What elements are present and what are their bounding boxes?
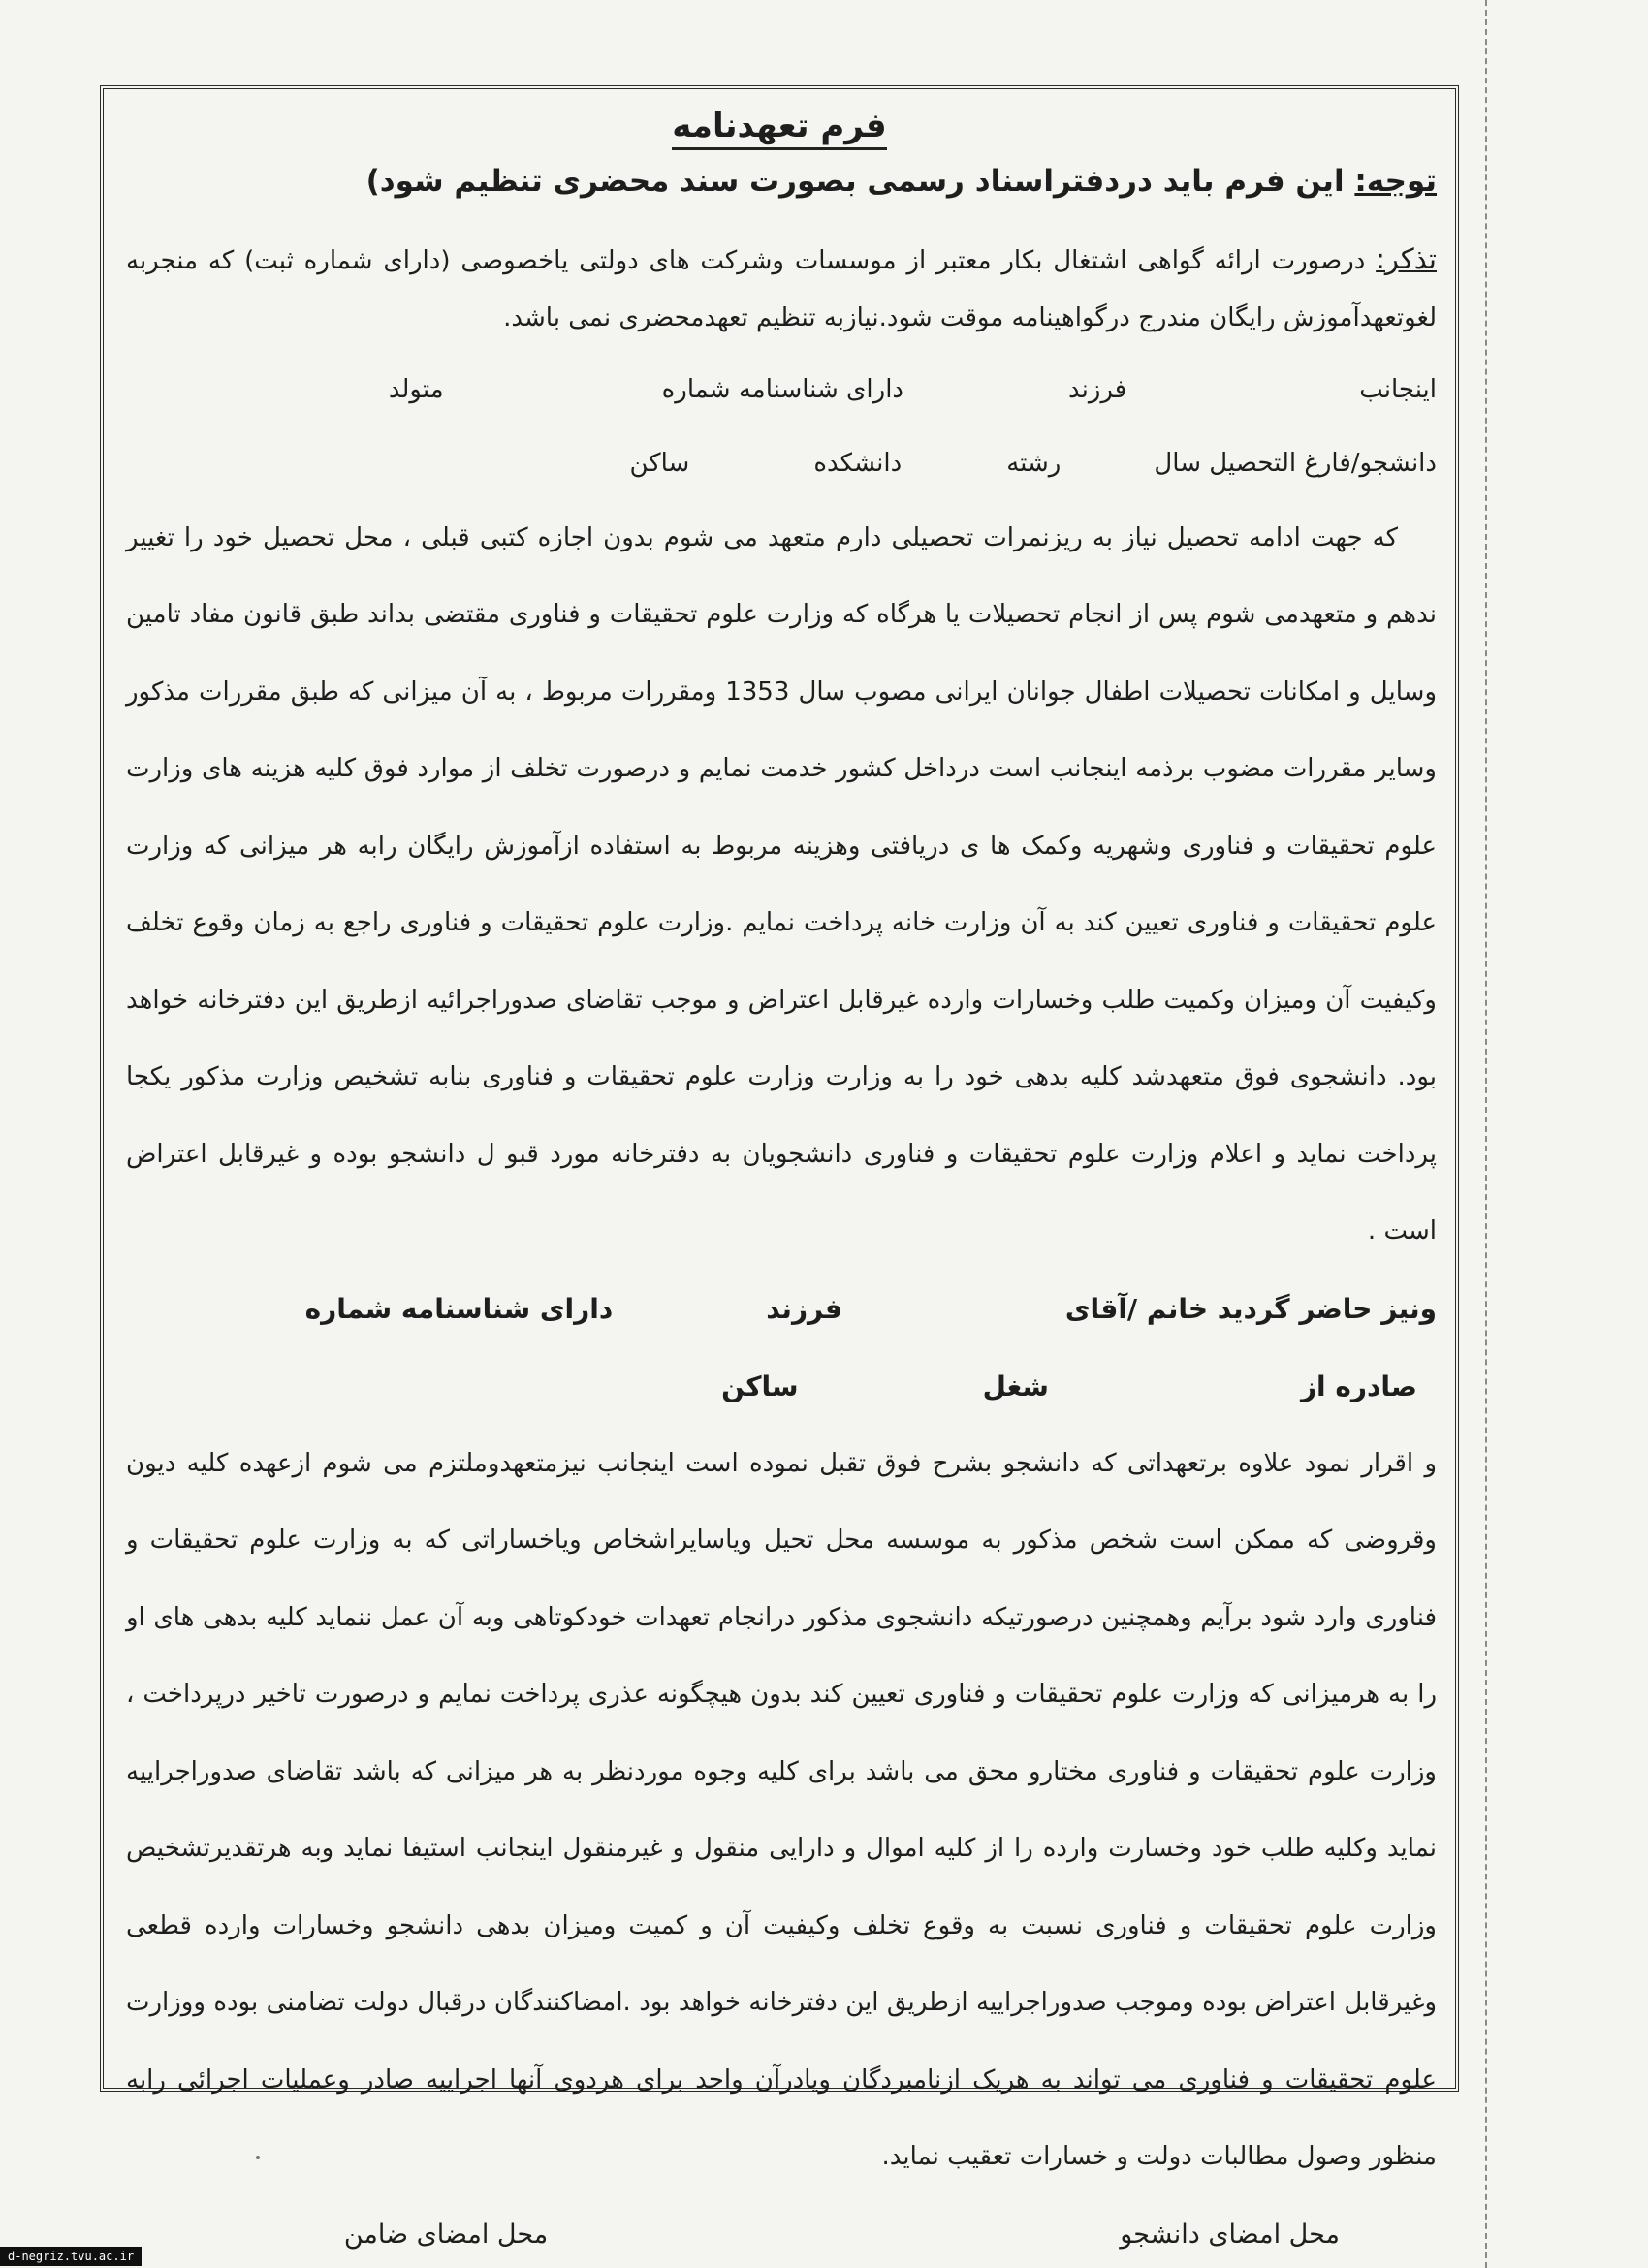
guarantor-signature-place: محل امضای ضامن [343, 2220, 549, 2251]
field-label-residence: ساکن [629, 448, 690, 478]
field-label-graduation-year: دانشجو/فارغ التحصیل سال [1154, 448, 1437, 478]
source-watermark-tag: d-negriz.tvu.ac.ir [0, 2247, 142, 2266]
guarantor-fields-row-1 [114, 1271, 1437, 1348]
form-title [114, 105, 1444, 147]
form-title-text: فرم تعهدنامه [672, 107, 886, 150]
student-fields-row-1 [114, 353, 1437, 426]
field-label-occupation: شغل [982, 1370, 1049, 1403]
signature-row [114, 2206, 1437, 2264]
student-fields-row-2 [114, 426, 1437, 500]
field-label-guarantor-name: ونیز حاضر گردید خانم /آقای [1064, 1293, 1437, 1326]
guarantor-commitment-paragraph: و اقرار نمود علاوه برتعهداتی که دانشجو بشرح فوق تقبل نموده است اینجانب نیزمتعهدوملتزم می شوم ازعهده کلیه دیون وقروضی که ممکن است شخص مذکور به موسسه محل تحیل ویاسایراشخاص ویاخساراتی که به وزارت علوم تحقیقات و فناوری وارد شود برآیم وهمچنین درصورتیکه دانشجوی مذکور درانجام تعهدات خودکوتاهی وبه آن عمل ننماید کلیه بدهی های او را به هرمیزانی که وزارت علوم تحقیقات و فناوری تعیین کند بدون هیچگونه عذری پرداخت نمایم و درصورت تاخیر درپرداخت ، وزارت علوم تحقیقات و فناوری مختارو محق می باشد برای کلیه وجوه موردنظر به هر میزانی که باشد تقاضای صدوراجراییه نماید وکلیه طلب خود وخسارت وارده را از کلیه اموال و دارایی منقول و غیرمنقول اینجانب استیفا نماید وبه هرتقدیرتشخیص وزارت علوم تحقیقات و فناوری نسبت به وقوع تخلف وکیفیت آن و کمیت ومیزان بدهی دانشجو وخسارات وارده قطعی وغیرقابل اعتراض بوده وموجب صدوراجراییه ازطریق این دفترخانه خواهد بود .امضاکنندگان درقبال دولت تضامنی بوده ووزارت علوم تحقیقات و فناوری می تواند به هریک ازنامبردگان ویادرآن واحد برای هردوی آنها اجراییه صادر وعملیات اجرائی رابه منظور وصول مطالبات دولت و خسارات تعقیب نماید. [126, 1448, 1437, 2172]
notarization-note [114, 161, 1437, 203]
reminder-paragraph [126, 231, 1437, 347]
student-commitment-paragraph: که جهت ادامه تحصیل نیاز به ریزنمرات تحصیلی دارم متعهد می شوم بدون اجازه کتبی قبلی ، محل تحصیل خود را تغییر ندهم و متعهدمی شوم پس از انجام تحصیلات یا هرگاه که وزارت علوم تحقیقات و فناوری مقتضی بداند طبق قانون مفاد تامین وسایل و امکانات تحصیلات اطفال جوانان ایرانی مصوب سال 1353 ومقررات مربوط ، به آن میزانی که طبق مقررات مذکور وسایر مقررات مضوب برذمه اینجانب است درداخل کشور خدمت نمایم و درصورت تخلف از موارد فوق کلیه هزینه های وزارت علوم تحقیقات و فناوری وشهریه وکمک ها ی دریافتی وهزینه مربوط به استفاده ازآموزش رایگان رابه هر میزانی که وزارت علوم تحقیقات و فناوری تعیین کند به آن وزارت خانه پرداخت نمایم .وزارت علوم تحقیقات و فناوری راجع به زمان وقوع تخلف وکیفیت آن ومیزان وکمیت طلب وخسارات وارده غیرقابل اعتراض و موجب تقاضای صدوراجرائیه ازطریق این دفترخانه خواهد بود. دانشجوی فوق متعهدشد کلیه بدهی خود را به وزارت وزارت علوم تحقیقات و فناوری بنابه تشخیص وزارت مذکور یکجا پرداخت نماید و اعلام وزارت علوم تحقیقات و فناوری دانشجویان به دفترخانه مورد قبو ل دانشجو بوده و غیرقابل اعتراض است . [126, 522, 1438, 1246]
reminder-label: تذکر: [1376, 241, 1437, 275]
scan-page-edge [1485, 0, 1487, 2268]
field-label-faculty: دانشکده [813, 448, 903, 478]
student-signature-place: محل امضای دانشجو [1120, 2220, 1340, 2251]
field-label-guarantor-residence: ساکن [721, 1370, 799, 1403]
field-label-guarantor-id-number: دارای شناسنامه شماره [304, 1293, 614, 1326]
field-label-born: متولد [388, 374, 444, 404]
field-label-issued-in: صادره از [1300, 1370, 1417, 1403]
field-label-guarantor-child-of: فرزند [766, 1293, 842, 1326]
guarantor-fields-row-2 [114, 1348, 1437, 1426]
commitment-form [114, 97, 1444, 2264]
field-label-id-number: دارای شناسنامه شماره [661, 374, 903, 404]
field-label-self: اینجانب [1359, 374, 1437, 404]
field-label-major: رشته [1006, 448, 1062, 478]
note-label: توجه: [1354, 164, 1437, 200]
field-label-child-of: فرزند [1068, 374, 1127, 404]
reminder-text: درصورت ارائه گواهی اشتغال بکار معتبر از موسسات وشرکت های دولتی یاخصوصی (دارای شماره ثبت) که منجربه لغوتعهدآموزش رایگان مندرج درگواهینامه موقت شود.نیازبه تنظیم تعهدمحضری نمی باشد. [126, 245, 1437, 332]
note-text: این فرم باید دردفتراسناد رسمی بصورت سند محضری تنظیم شود) [365, 164, 1355, 200]
